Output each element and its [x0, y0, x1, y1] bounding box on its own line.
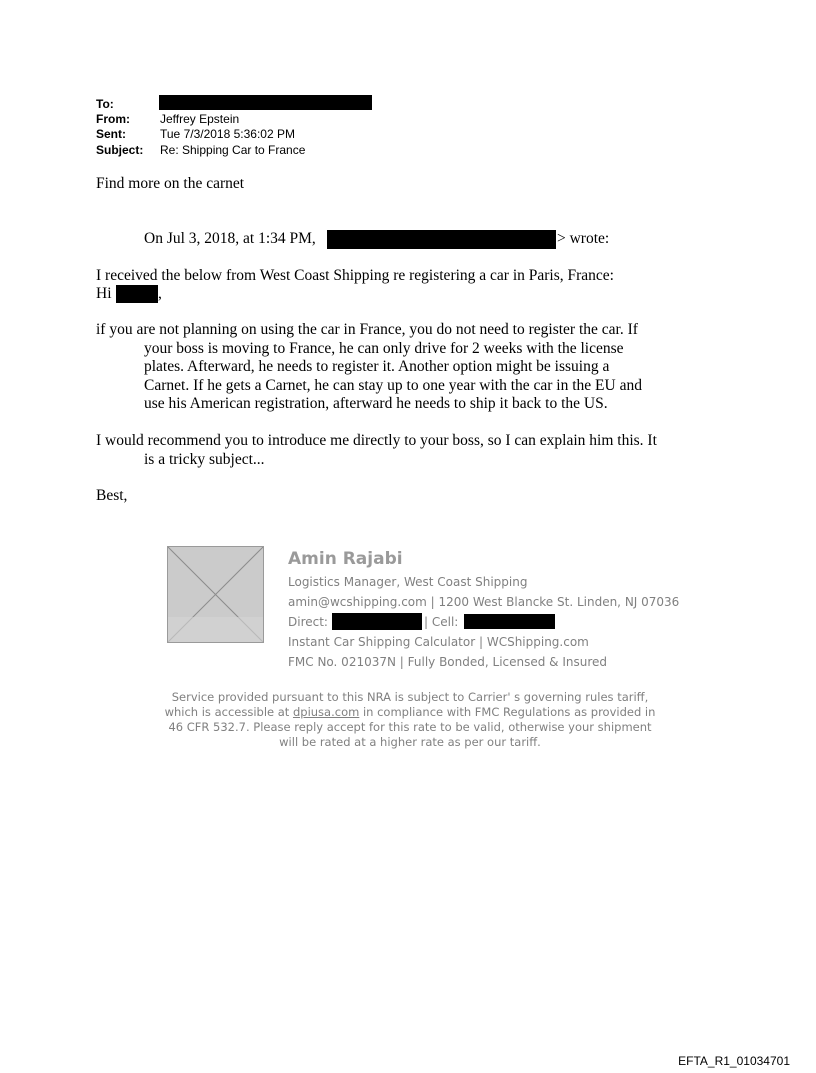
- disclaimer-line: [140, 705, 680, 720]
- to-label: To:: [96, 97, 114, 111]
- paragraph-1-line: if you are not planning on using the car in France, you do not need to register the car. If: [96, 321, 638, 338]
- paragraph-1-line: use his American registration, afterward he needs to ship it back to the US.: [144, 395, 608, 412]
- quote-intro: [144, 230, 316, 249]
- sent-label: Sent:: [96, 127, 126, 141]
- disclaimer-line2-post: in compliance with FMC Regulations as provided in: [359, 705, 656, 719]
- disclaimer-line: will be rated at a higher rate as per our tariff.: [279, 735, 541, 749]
- disclaimer-line: Service provided pursuant to this NRA is subject to Carrier' s governing rules tariff,: [171, 690, 649, 704]
- disclaimer-line2-pre: which is accessible at: [164, 705, 293, 719]
- paragraph-2-line: is a tricky subject...: [144, 450, 265, 468]
- logo-placeholder-graphic: [168, 547, 263, 642]
- company-logo-image: [167, 546, 264, 643]
- from-label: From:: [96, 112, 130, 126]
- paragraph-1-line: plates. Afterward, he needs to register it. Another option might be issuing a: [144, 358, 610, 375]
- signature-links[interactable]: Instant Car Shipping Calculator | WCShipping.com: [288, 635, 589, 649]
- greeting-name-redaction: [116, 285, 158, 303]
- disclaimer: [140, 690, 680, 750]
- direct-phone-redaction: [332, 613, 422, 630]
- disclaimer-line: 46 CFR 532.7. Please reply accept for this rate to be valid, otherwise your shipment: [168, 720, 652, 734]
- quote-intro-pre: On Jul 3, 2018, at 1:34 PM,: [144, 230, 316, 247]
- subject-label: Subject:: [96, 143, 144, 157]
- signature-title: Logistics Manager, West Coast Shipping: [288, 575, 528, 589]
- from-value: Jeffrey Epstein: [160, 112, 240, 126]
- subject-value: Re: Shipping Car to France: [160, 143, 306, 157]
- paragraph-1: [96, 321, 676, 414]
- to-redaction: [159, 95, 372, 110]
- document-id: EFTA_R1_01034701: [678, 1054, 790, 1068]
- quote-intro-post: > wrote:: [557, 230, 610, 247]
- signature-cell-label: | Cell:: [424, 615, 459, 629]
- dpiusa-link[interactable]: dpiusa.com: [292, 705, 360, 719]
- paragraph-2-line: I would recommend you to introduce me directly to your boss, so I can explain him this. It: [96, 432, 657, 449]
- received-line: I received the below from West Coast Shipping re registering a car in Paris, France:: [96, 267, 614, 284]
- cell-phone-redaction: [464, 614, 555, 629]
- reply-line: Find more on the carnet: [96, 175, 245, 192]
- signature-direct-label: Direct:: [288, 615, 328, 629]
- paragraph-1-line: Carnet. If he gets a Carnet, he can stay up to one year with the car in the EU and: [144, 376, 642, 394]
- sender-redaction: [327, 230, 556, 249]
- greeting: Hi: [96, 285, 112, 302]
- signature-fmc: FMC No. 021037N | Fully Bonded, Licensed & Insured: [288, 655, 608, 669]
- sent-value: Tue 7/3/2018 5:36:02 PM: [160, 127, 295, 141]
- paragraph-1-line: your boss is moving to France, he can only drive for 2 weeks with the license: [144, 339, 624, 357]
- signature-name: Amin Rajabi: [288, 549, 403, 569]
- paragraph-2: [96, 432, 676, 469]
- closing: Best,: [96, 487, 128, 504]
- greeting-tail: ,: [158, 285, 162, 302]
- signature-contact[interactable]: amin@wcshipping.com | 1200 West Blancke St. Linden, NJ 07036: [288, 595, 680, 609]
